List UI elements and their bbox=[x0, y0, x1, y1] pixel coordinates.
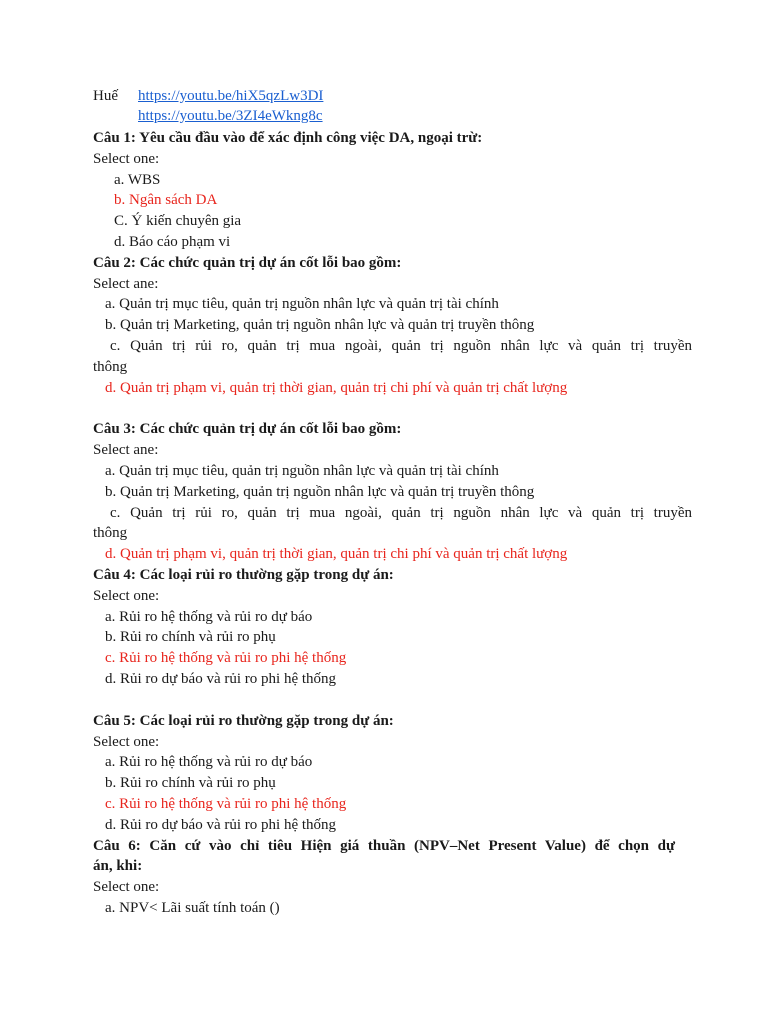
option-a[interactable]: a. Rủi ro hệ thống và rủi ro dự báo bbox=[105, 754, 313, 771]
question-title-continued: án, khi: bbox=[93, 858, 143, 875]
option-c-continued: thông bbox=[93, 525, 128, 542]
option-c[interactable]: c. Quản trị rủi ro, quản trị mua ngoài, quản trị nguồn nhân lực và quản trị truyền bbox=[110, 337, 692, 354]
youtube-link-1[interactable]: https://youtu.be/hiX5qzLw3DI bbox=[138, 88, 324, 104]
option-c-answer[interactable]: c. Rủi ro hệ thống và rủi ro phi hệ thống bbox=[105, 650, 347, 667]
option-d-answer[interactable]: d. Quản trị phạm vi, quản trị thời gian, quản trị chi phí và quản trị chất lượng bbox=[105, 379, 568, 396]
question-title: Câu 4: Các loại rủi ro thường gặp trong dự án: bbox=[93, 566, 394, 583]
question-title: Câu 3: Các chức quản trị dự án cốt lỗi bao gồm: bbox=[93, 421, 402, 438]
option-d[interactable]: d. Báo cáo phạm vi bbox=[114, 233, 231, 250]
option-b[interactable]: b. Quản trị Marketing, quản trị nguồn nhân lực và quản trị truyền thông bbox=[105, 483, 535, 500]
question-title: Câu 1: Yêu cầu đầu vào để xác định công việc DA, ngoại trừ: bbox=[93, 130, 483, 146]
question-6 bbox=[93, 836, 675, 919]
option-a[interactable]: a. Quản trị mục tiêu, quản trị nguồn nhân lực và quản trị tài chính bbox=[105, 296, 499, 313]
select-prompt: Select ane: bbox=[93, 275, 159, 292]
question-list bbox=[93, 128, 692, 919]
option-d-answer[interactable]: d. Quản trị phạm vi, quản trị thời gian, quản trị chi phí và quản trị chất lượng bbox=[105, 546, 568, 563]
option-b[interactable]: b. Rủi ro chính và rủi ro phụ bbox=[105, 775, 276, 792]
select-prompt: Select one: bbox=[93, 733, 160, 750]
question-1 bbox=[93, 128, 675, 253]
option-c-continued: thông bbox=[93, 358, 128, 375]
select-prompt: Select ane: bbox=[93, 442, 159, 459]
option-d[interactable]: d. Rủi ro dự báo và rủi ro phi hệ thống bbox=[105, 670, 337, 687]
option-b[interactable]: b. Quản trị Marketing, quản trị nguồn nhân lực và quản trị truyền thông bbox=[105, 317, 535, 334]
option-b[interactable]: b. Rủi ro chính và rủi ro phụ bbox=[105, 629, 276, 646]
question-2 bbox=[93, 253, 692, 399]
option-c[interactable]: C. Ý kiến chuyên gia bbox=[114, 213, 242, 230]
option-c[interactable]: c. Quản trị rủi ro, quản trị mua ngoài, quản trị nguồn nhân lực và quản trị truyền bbox=[110, 504, 692, 521]
header-block bbox=[93, 86, 323, 126]
question-title: Câu 2: Các chức quản trị dự án cốt lỗi bao gồm: bbox=[93, 254, 402, 271]
option-c-answer[interactable]: c. Rủi ro hệ thống và rủi ro phi hệ thống bbox=[105, 795, 347, 812]
select-prompt: Select one: bbox=[93, 150, 160, 167]
option-a[interactable]: a. WBS bbox=[114, 171, 161, 188]
select-prompt: Select one: bbox=[93, 879, 160, 896]
option-a[interactable]: a. NPV< Lãi suất tính toán () bbox=[105, 899, 280, 916]
youtube-link-2[interactable]: https://youtu.be/3ZI4eWkng8c bbox=[138, 108, 323, 124]
author-name: Huế bbox=[93, 88, 118, 104]
question-title: Câu 6: Căn cứ vào chỉ tiêu Hiện giá thuần (NPV–Net Present Value) để chọn dự bbox=[93, 837, 675, 854]
option-a[interactable]: a. Quản trị mục tiêu, quản trị nguồn nhân lực và quản trị tài chính bbox=[105, 462, 499, 479]
option-d[interactable]: d. Rủi ro dự báo và rủi ro phi hệ thống bbox=[105, 816, 337, 833]
question-title: Câu 5: Các loại rủi ro thường gặp trong dự án: bbox=[93, 712, 394, 729]
option-a[interactable]: a. Rủi ro hệ thống và rủi ro dự báo bbox=[105, 608, 313, 625]
select-prompt: Select one: bbox=[93, 587, 160, 604]
option-b-answer[interactable]: b. Ngân sách DA bbox=[114, 192, 218, 209]
question-3 bbox=[93, 419, 692, 565]
question-4 bbox=[93, 565, 675, 690]
question-5 bbox=[93, 711, 675, 836]
